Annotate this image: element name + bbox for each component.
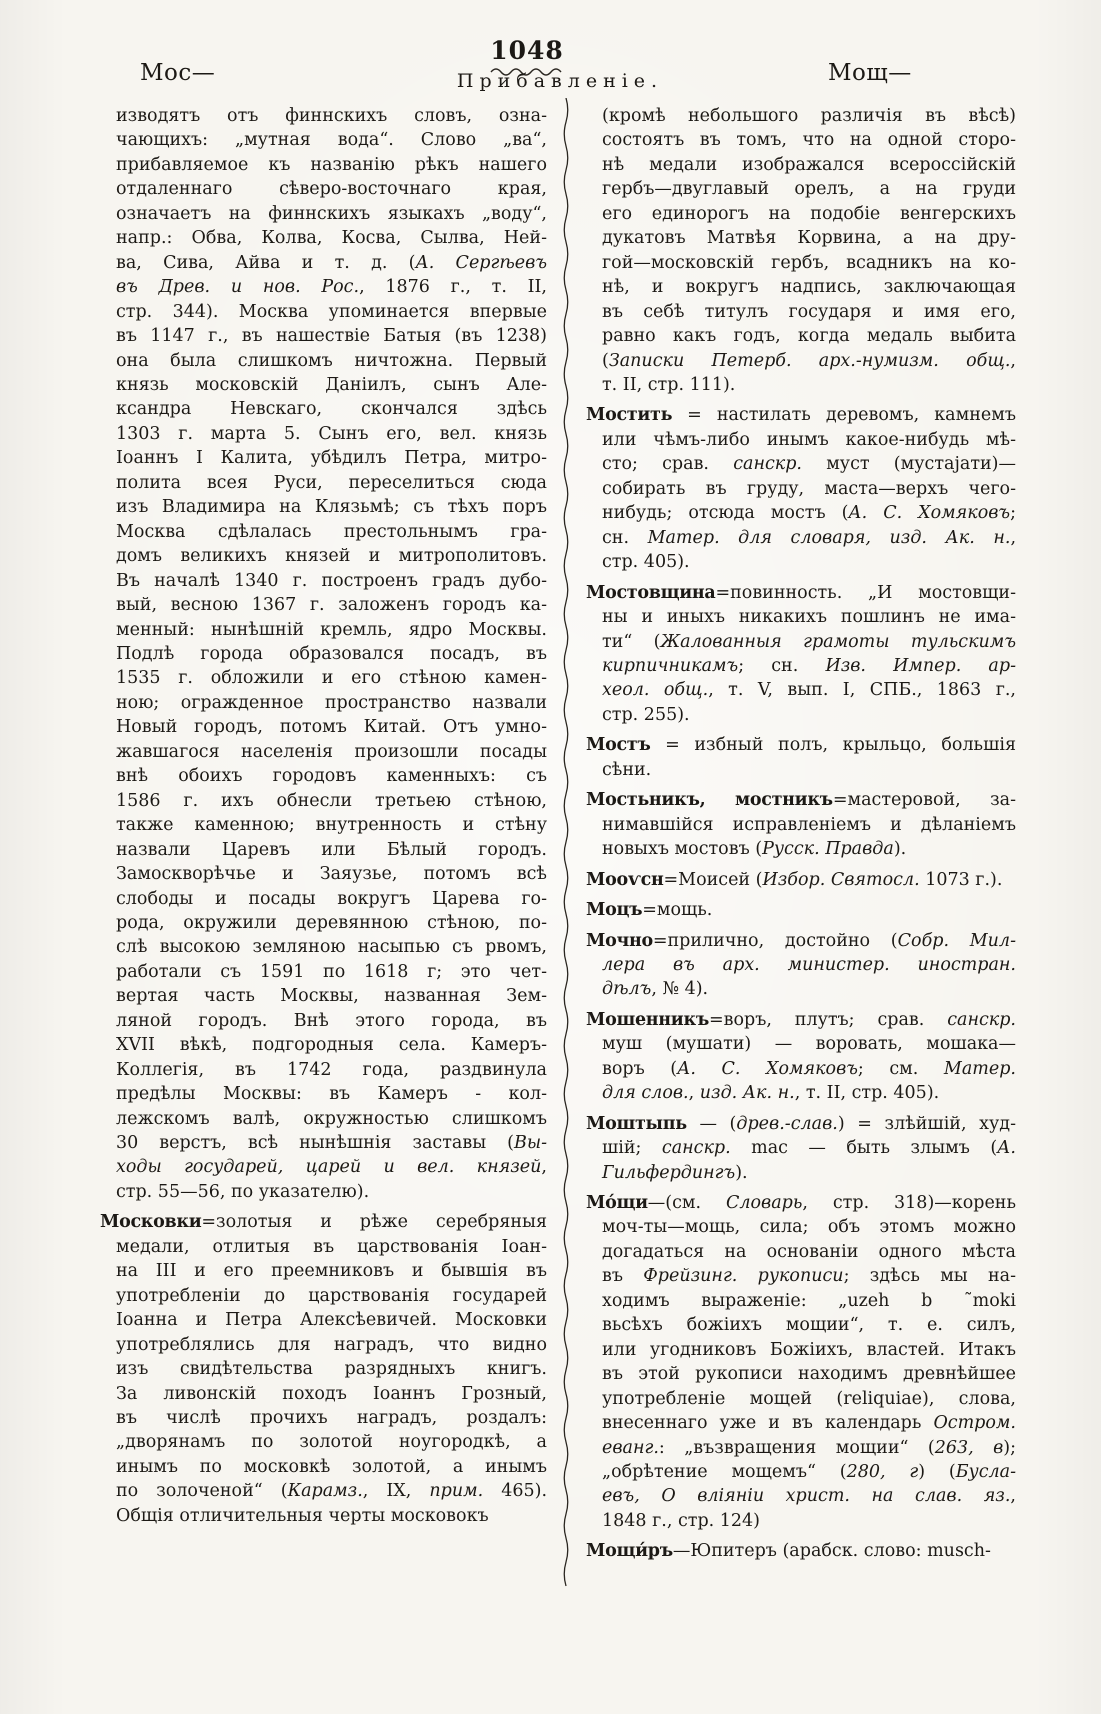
text-line: вьсѣхъ божіихъ мощии“, т. е. силъ, (602, 1315, 1016, 1336)
text-line: въ этой рукописи находимъ древнѣйшее (602, 1364, 1016, 1385)
text-line: рода, окружили деревянною стѣною, по- (116, 912, 547, 933)
dictionary-entry (586, 581, 1016, 728)
text-line: сѣни. (602, 759, 652, 780)
text-line: внѣ обоихъ городовъ каменныхъ: съ (116, 766, 547, 787)
text-line: назвали Царевъ или Бѣлый городъ. (116, 839, 547, 860)
text-line: ляной городъ. Внѣ этого города, въ (116, 1010, 547, 1031)
text-line: „дворянамъ по золотой ноугородкѣ, а (116, 1432, 547, 1453)
text-line: или чѣмъ-либо инымъ какое-нибудь мѣ- (602, 429, 1016, 450)
dictionary-entry (586, 1191, 1016, 1533)
text-line: въ числѣ прочихъ наградъ, роздалъ: (116, 1408, 547, 1429)
text-line: евъ, О вліяніи христ. на слав. яз., (602, 1486, 1016, 1507)
text-line: означаетъ на финнскихъ языкахъ „воду“, (116, 203, 547, 224)
text-line: въ себѣ титулъ государя и имя его, (602, 301, 1016, 322)
dictionary-entry (586, 898, 1016, 922)
dictionary-entry (586, 403, 1016, 574)
text-line: ва, Сива, Айва и т. д. (А. Сергѣевъ (116, 252, 547, 273)
text-line: Мочно=прилично, достойно (Собр. Мил- (586, 930, 1016, 951)
text-line: Мощи́ръ—Юпитеръ (арабск. слово: musch- (586, 1541, 991, 1562)
continuation-paragraph (586, 104, 1016, 397)
text-line: изводятъ отъ финнскихъ словъ, озна- (116, 106, 547, 126)
text-line: чающихъ: „мутная вода“. Слово „ва“, (116, 130, 547, 151)
text-line: отдаленнаго сѣверо-восточнаго края, (116, 179, 547, 200)
text-line: работали съ 1591 по 1618 г; это чет- (116, 961, 547, 982)
text-line: на III и его преемниковъ и бывшія въ (116, 1261, 547, 1282)
text-line: Мостить = настилать деревомъ, камнемъ (586, 405, 1016, 426)
text-line: Іоанна и Петра Алексѣевичей. Московки (116, 1310, 547, 1331)
text-line: т. II, стр. 111). (602, 374, 736, 395)
text-line: употребленіе мощей (reliquiae), слова, (602, 1388, 1016, 1409)
text-line: гербъ—двуглавый орелъ, а на груди (602, 179, 1016, 200)
text-line: по золоченой“ (Карамз., IX, прим. 465). (116, 1481, 548, 1502)
text-line: Мошенникъ=воръ, плутъ; срав. санскр. (586, 1009, 1016, 1030)
text-line: она была слишкомъ ничтожна. Первый (116, 350, 547, 371)
text-line: въ Фрейзинг. рукописи; здѣсь мы на- (602, 1266, 1016, 1287)
text-line: нибудь; отсюда мостъ (А. С. Хомяковъ; (602, 503, 1016, 524)
text-line: Московки=золотыя и рѣже серебряныя (100, 1212, 547, 1233)
dictionary-entry (586, 868, 1016, 892)
text-line: ною; огражденное пространство назвали (116, 692, 547, 713)
text-line: Москва сдѣлалась престольнымъ гра- (116, 521, 547, 542)
text-line: лера въ арх. министер. иностран. (602, 954, 1016, 975)
text-line: Новый городъ, потомъ Китай. Отъ умно- (116, 717, 547, 738)
text-line: медали, отлитыя въ царствованія Іоан- (116, 1236, 547, 1257)
page-number: 1048 (490, 36, 564, 65)
text-line: новыхъ мостовъ (Русск. Правда). (602, 839, 907, 860)
text-line: хеол. общ., т. V, вып. I, СПБ., 1863 г., (602, 680, 1016, 701)
text-line: моч-ты—мощь, сила; объ этомъ можно (602, 1217, 1016, 1238)
text-line: (Записки Петерб. арх.-нумизм. общ., (602, 350, 1016, 371)
running-head-right: Мощ— (828, 60, 912, 86)
text-line: вый, весною 1367 г. заложенъ городъ ка- (116, 595, 547, 616)
text-line: Моцъ=мощь. (586, 900, 713, 921)
text-line: XVII вѣкѣ, подгородныя села. Камеръ- (116, 1035, 547, 1056)
text-line: 1586 г. ихъ обнесли третьею стѣною, (116, 790, 547, 811)
text-line: предѣлы Москвы: въ Камеръ - кол- (116, 1084, 547, 1105)
text-line: слѣ высокою земляною насыпью съ рвомъ, (116, 937, 547, 958)
continuation-paragraph (100, 104, 547, 1204)
text-line: За ливонскій походъ Іоаннъ Грозный, (116, 1383, 547, 1404)
text-line: напр.: Обва, Колва, Косва, Сылва, Ней- (116, 228, 547, 249)
column-divider (561, 98, 571, 1588)
text-line: употребленіи до царствованія государей (116, 1285, 547, 1306)
text-line: князь московскій Даніилъ, сынъ Але- (116, 374, 547, 395)
text-line: Замоскворѣчье и Заяузье, потомъ всѣ (116, 864, 547, 885)
text-line: нѣ, и вокругъ надпись, заключающая (602, 277, 1016, 298)
text-line: гой—московскій гербъ, всадникъ на ко- (602, 252, 1016, 273)
section-title: Прибавленіе. (456, 70, 664, 92)
text-line: Мооѵсн=Моисей (Избор. Святосл. 1073 г.). (586, 869, 1003, 890)
text-line: собирать въ груду, маста—верхъ чего- (602, 478, 1016, 499)
dictionary-entry (586, 1112, 1016, 1185)
column-divider-path (564, 98, 568, 1586)
text-line: стр. 405). (602, 552, 690, 573)
text-line: ходы государей, царей и вел. князей, (116, 1157, 547, 1178)
dictionary-entry (100, 1210, 547, 1528)
running-head-left: Мос— (140, 60, 216, 86)
text-line: его единорогъ на подобіе венгерскихъ (602, 203, 1016, 224)
text-line: ти“ (Жалованныя грамоты тульскимъ (602, 631, 1016, 652)
text-line: или угодниковъ Божіихъ, властей. Итакъ (602, 1339, 1016, 1360)
dictionary-entry (586, 1539, 1016, 1563)
dictionary-entry (586, 929, 1016, 1002)
text-line: жавшагося населенія произошли посады (116, 741, 547, 762)
text-line: Коллегія, въ 1742 года, раздвинула (116, 1059, 547, 1080)
dictionary-entry (586, 733, 1016, 782)
text-line: Мостовщина=повинность. „И мостовщи- (586, 582, 1016, 603)
text-line: воръ (А. С. Хомяковъ; см. Матер. (602, 1058, 1016, 1079)
text-line: нимавшійся исправленіемъ и дѣланіемъ (602, 814, 1016, 835)
text-line: ходимъ выраженіе: „uzeh b ˜moki (602, 1290, 1016, 1311)
text-line: состоятъ въ томъ, что на одной сторо- (602, 130, 1016, 151)
text-line: прибавляемое къ названію рѣкъ нашего (116, 154, 547, 175)
text-line: Моштыпь — (древ.-слав.) = злѣйшій, худ- (586, 1113, 1016, 1134)
text-line: стр. 55—56, по указателю). (116, 1181, 370, 1202)
text-line: 30 верстъ, всѣ нынѣшнія заставы (Вы- (116, 1133, 547, 1154)
text-line: инымъ по московкѣ золотой, а инымъ (116, 1456, 547, 1477)
text-line: менный: нынѣшній кремль, ядро Москвы. (116, 619, 547, 640)
text-line: кирпичникамъ; сн. Изв. Импер. ар- (602, 655, 1016, 676)
text-line: 1303 г. марта 5. Сынъ его, вел. князь (116, 423, 547, 444)
text-line: дукатовъ Матвѣя Корвина, а на дру- (602, 228, 1016, 249)
text-line: нѣ медали изображался всероссійскій (602, 154, 1016, 175)
text-line: слободы и посады вокругъ Царева го- (116, 888, 547, 909)
text-line: также каменною; внутренность и стѣну (116, 815, 547, 836)
text-line: изъ Владимира на Клязьмѣ; съ тѣхъ поръ (116, 497, 547, 518)
text-line: употреблялись для наградъ, что видно (116, 1334, 547, 1355)
text-line: въ Древ. и нов. Рос., 1876 г., т. II, (116, 277, 547, 298)
text-line: (кромѣ небольшого различія въ вѣсѣ) (602, 106, 1016, 126)
left-column (100, 104, 547, 1528)
text-line: домъ великихъ князей и митрополитовъ. (116, 546, 547, 567)
text-line: Іоаннъ I Калита, убѣдилъ Петра, митро- (116, 448, 547, 469)
text-line: равно какъ годъ, когда медаль выбита (602, 326, 1016, 347)
text-line: 1535 г. обложили и его стѣною камен- (116, 668, 547, 689)
dictionary-entry (586, 788, 1016, 861)
text-line: для слов., изд. Ак. н., т. II, стр. 405). (602, 1083, 940, 1104)
text-line: муш (мушати) — воровать, мошака— (602, 1034, 1016, 1055)
text-line: изъ свидѣтельства разрядныхъ книгъ. (116, 1359, 547, 1380)
text-line: Подлѣ города образовался посадъ, въ (116, 643, 547, 664)
text-line: сто; срав. санскр. муст (мустаjати)— (602, 454, 1016, 475)
text-line: Мостьникъ, мостникъ=мастеровой, за- (586, 790, 1016, 811)
dictionary-entry (586, 1008, 1016, 1106)
text-line: ксандра Невскаго, скончался здѣсь (116, 399, 547, 420)
text-line: шій; санскр. mac — быть злымъ (А. (602, 1138, 1016, 1159)
text-line: ны и иныхъ никакихъ пошлинъ не има- (602, 607, 1016, 628)
text-line: Общія отличительныя черты московокъ (116, 1505, 489, 1526)
text-line: стр. 255). (602, 704, 690, 725)
text-line: Мо́щи—(см. Словарь, стр. 318)—корень (586, 1193, 1016, 1214)
text-line: Гильфердингъ). (602, 1162, 748, 1183)
text-line: 1848 г., стр. 124) (602, 1510, 760, 1531)
text-line: дѣлъ, № 4). (602, 979, 709, 1000)
right-column (586, 104, 1016, 1564)
text-line: Мостъ = избный полъ, крыльцо, большія (586, 735, 1016, 756)
text-line: Въ началѣ 1340 г. построенъ градъ дубо- (116, 570, 547, 591)
text-line: внесеннаго уже и въ календарь Остром. (602, 1413, 1016, 1434)
text-line: „обрѣтение мощемъ“ (280, г) (Бусла- (602, 1462, 1016, 1483)
text-line: лежскомъ валѣ, окружностью слишкомъ (116, 1108, 547, 1129)
text-line: вертая часть Москвы, названная Зем- (116, 986, 547, 1007)
text-line: сн. Матер. для словаря, изд. Ак. н., (602, 527, 1017, 548)
text-line: полита всея Руси, переселиться сюда (116, 472, 547, 493)
text-line: въ 1147 г., въ нашествіе Батыя (въ 1238) (116, 326, 547, 347)
text-line: еванг.: „възвращения мощии“ (263, в); (602, 1437, 1016, 1458)
text-line: догадаться на основаніи одного мѣста (602, 1241, 1016, 1262)
text-line: стр. 344). Москва упоминается впервые (116, 301, 547, 322)
